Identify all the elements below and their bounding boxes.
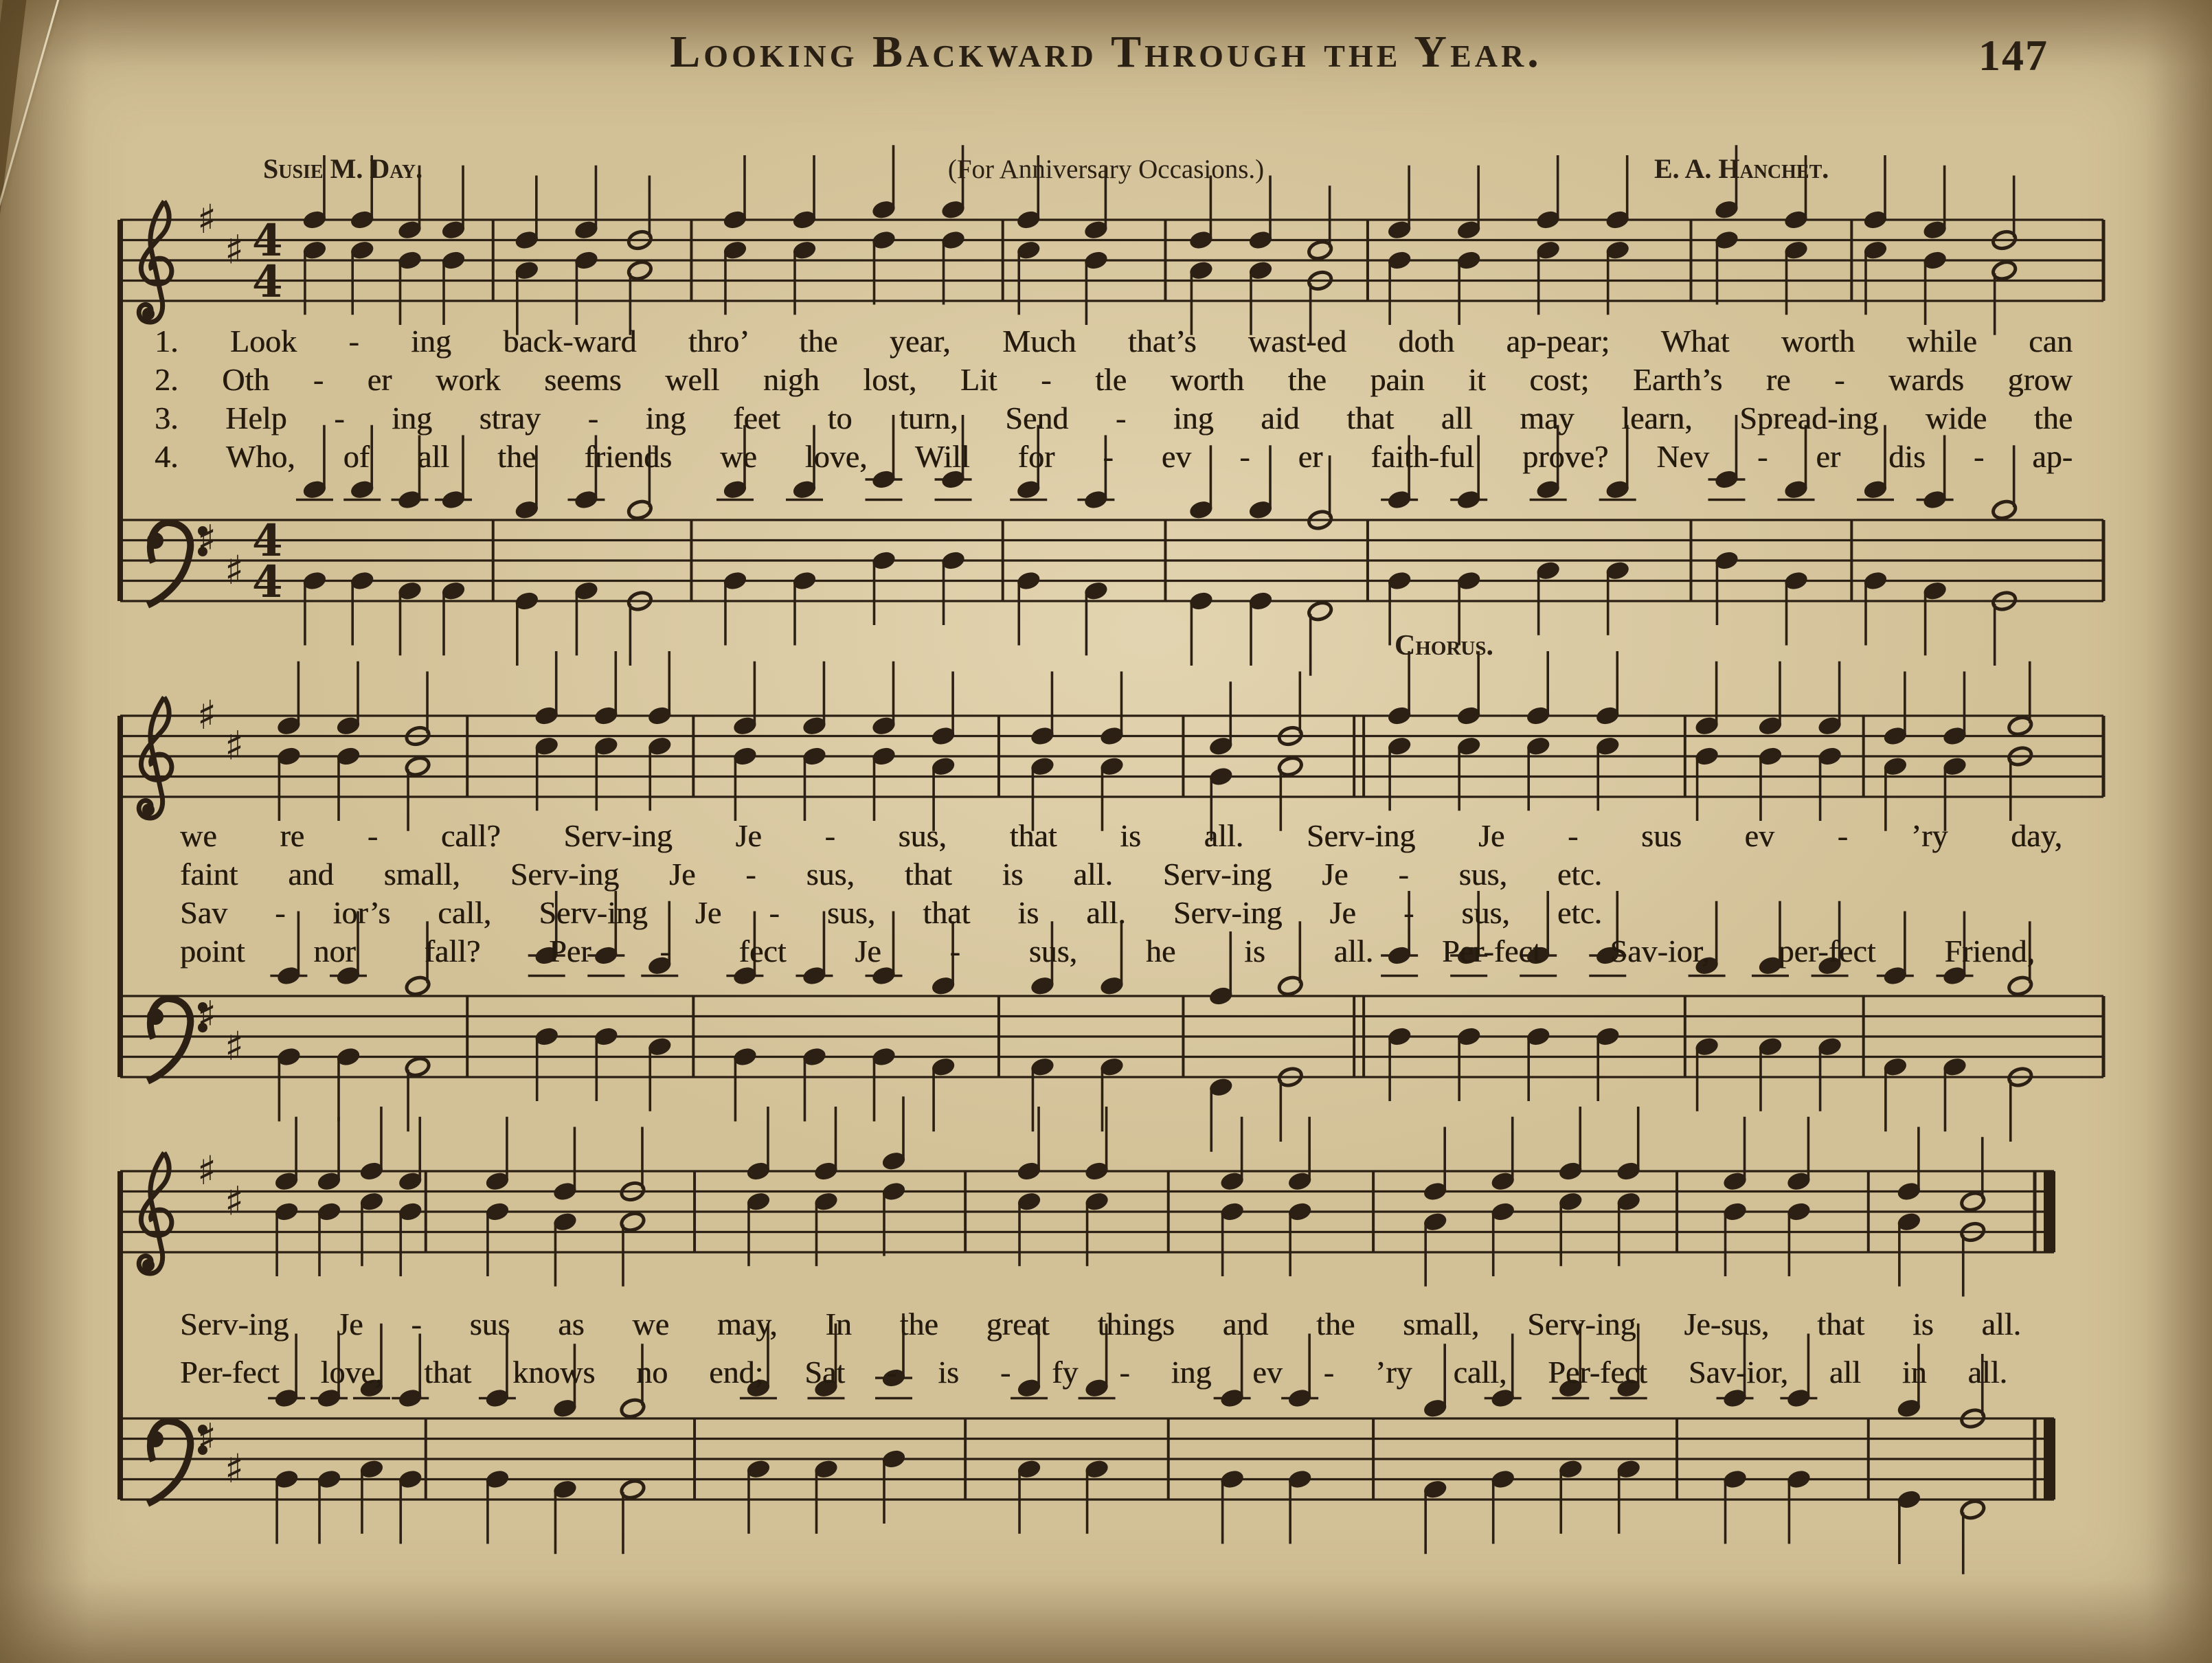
lyric-line-final-1: Serv-ing Je - sus as we may, In the great things and the small, Serv-ing Je-sus, that is all. bbox=[180, 1306, 2021, 1342]
note-chord bbox=[514, 176, 540, 335]
note-chord bbox=[405, 672, 431, 831]
sharp-icon: ♯ bbox=[197, 516, 217, 563]
note-chord bbox=[646, 651, 673, 811]
note-chord bbox=[1029, 672, 1055, 831]
note-chord bbox=[930, 672, 956, 831]
note-chord bbox=[1960, 1137, 1986, 1296]
note-chord bbox=[1525, 651, 1551, 811]
note-chord bbox=[627, 445, 653, 666]
final-barline-thick bbox=[2044, 1171, 2055, 1252]
note-chord bbox=[1277, 672, 1303, 831]
note-chord bbox=[1386, 651, 1412, 811]
sharp-icon: ♯ bbox=[225, 1022, 245, 1070]
sharp-icon: ♯ bbox=[225, 722, 245, 769]
lyric-line-verse-2: 2. Oth - er work seems well nigh lost, Lit - tle worth the pain it cost; Earth’s re - wards grow bbox=[155, 363, 2073, 397]
note-chord bbox=[1422, 1127, 1448, 1287]
sharp-icon: ♯ bbox=[197, 196, 217, 242]
note-chord bbox=[627, 176, 653, 335]
sharp-icon: ♯ bbox=[225, 1177, 245, 1225]
chorus-lyrics-block bbox=[180, 819, 2062, 973]
verse-lyrics-block bbox=[155, 324, 2073, 478]
lyricist-credit: Susie M. Day. bbox=[263, 153, 423, 184]
note-chord bbox=[593, 651, 619, 811]
lyric-line-chorus-1: we re - call? Serv-ing Je - sus, that is all. Serv-ing Je - sus ev - ’ry day, bbox=[180, 819, 2062, 853]
lyric-line-verse-1: 1. Look - ing back-ward thro’ the year, Much that’s wast-ed doth ap-pear; What worth while can bbox=[155, 324, 2073, 359]
note-chord bbox=[1098, 672, 1125, 831]
occasion-subtitle: (For Anniversary Occasions.) bbox=[947, 155, 1265, 184]
note-chord bbox=[1208, 681, 1234, 841]
note-chord bbox=[1941, 672, 1967, 831]
note-chord bbox=[1456, 651, 1482, 811]
note-chord bbox=[552, 1127, 578, 1287]
note-chord bbox=[1307, 185, 1333, 345]
sharp-icon: ♯ bbox=[197, 1147, 217, 1194]
note-chord bbox=[1594, 651, 1621, 811]
lyric-line-chorus-2: faint and small, Serv-ing Je - sus, that is all. Serv-ing Je - sus, etc. bbox=[180, 857, 1602, 892]
note-chord bbox=[620, 1127, 646, 1287]
note-chord bbox=[1882, 672, 1908, 831]
sharp-icon: ♯ bbox=[197, 1414, 217, 1462]
time-signature: 4 bbox=[252, 256, 283, 308]
note-chord bbox=[533, 651, 559, 811]
note-chord bbox=[1307, 455, 1333, 676]
lyric-line-verse-3: 3. Help - ing stray - ing feet to turn, Send - ing aid that all may learn, Spread-ing wide the bbox=[155, 401, 2073, 435]
system-left-barline bbox=[117, 1171, 123, 1500]
note-chord bbox=[1248, 445, 1274, 666]
time-signature: 4 bbox=[252, 215, 283, 267]
system-left-barline bbox=[117, 220, 123, 601]
treble-staff bbox=[120, 651, 2103, 841]
sharp-icon: ♯ bbox=[225, 226, 245, 273]
sharp-icon: ♯ bbox=[225, 1445, 245, 1492]
lyric-line-final-2: Per-fect love, that knows no end; Sat - is - fy - ing ev - ’ry call, Per-fect Sav-ior, all in all. bbox=[180, 1355, 2007, 1390]
time-signature: 4 bbox=[252, 556, 283, 608]
lyric-line-chorus-4: point nor fall? Per - fect Je - sus, he is all. Per-fect Sav-ior, per-fect Friend, bbox=[180, 934, 2035, 969]
note-chord bbox=[514, 445, 540, 666]
composer-credit: E. A. Hanchet. bbox=[1654, 153, 1829, 184]
lyric-line-verse-4: 4. Who, of all the friends we love, Will for - ev - er faith-ful prove? Nev - er dis - ap- bbox=[155, 440, 2073, 474]
note-chord bbox=[1896, 1127, 1922, 1287]
final-lyrics-block bbox=[180, 1306, 2021, 1403]
sharp-icon: ♯ bbox=[197, 692, 217, 738]
sharp-icon: ♯ bbox=[225, 546, 245, 593]
note-chord bbox=[1248, 176, 1274, 335]
time-signature: 4 bbox=[252, 515, 283, 567]
lyric-line-chorus-3: Sav - ior’s call, Serv-ing Je - sus, that is all. Serv-ing Je - sus, etc. bbox=[180, 896, 1602, 930]
note-chord bbox=[1991, 176, 2017, 335]
final-barline-thick bbox=[2044, 1418, 2055, 1500]
note-chord bbox=[1991, 445, 2017, 666]
chorus-label: Chorus. bbox=[1395, 630, 1493, 661]
note-chord bbox=[1188, 445, 1214, 666]
page-number: 147 bbox=[1978, 31, 2049, 80]
sharp-icon: ♯ bbox=[197, 992, 217, 1039]
note-chord bbox=[1188, 176, 1214, 335]
system-left-barline bbox=[117, 716, 123, 1077]
page-title: Looking Backward Through the Year. bbox=[670, 27, 1542, 77]
